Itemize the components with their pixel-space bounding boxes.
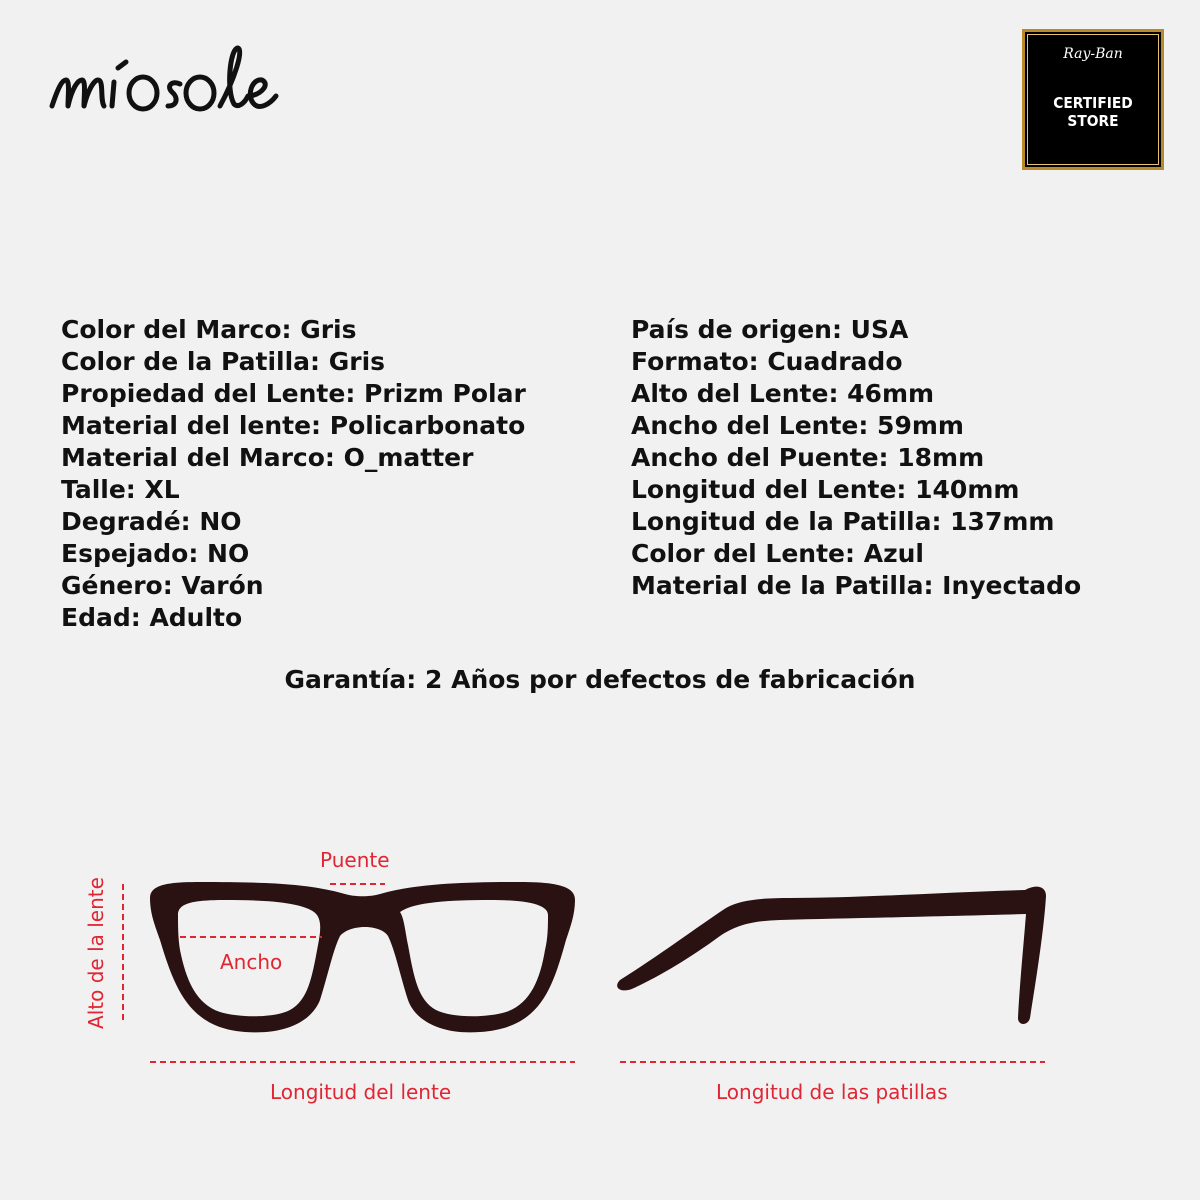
- spec-frame-color: Color del Marco: Gris: [61, 315, 357, 344]
- bridge-label: Puente: [320, 848, 390, 872]
- front-frame-icon: [150, 882, 575, 1032]
- specs-left-column: [61, 314, 526, 634]
- spec-bridge-width: Ancho del Puente: 18mm: [631, 443, 985, 472]
- spec-temple-material: Material de la Patilla: Inyectado: [631, 571, 1082, 600]
- spec-frame-material: Material del Marco: O_matter: [61, 443, 474, 472]
- spec-lens-material: Material del lente: Policarbonato: [61, 411, 526, 440]
- spec-gradient: Degradé: NO: [61, 507, 242, 536]
- spec-mirrored: Espejado: NO: [61, 539, 250, 568]
- lens-width-label: Ancho: [220, 950, 283, 974]
- warranty-text: Garantía: 2 Años por defectos de fabricación: [284, 665, 916, 694]
- ray-ban-certified-store-badge: [1022, 29, 1164, 170]
- spec-age: Edad: Adulto: [61, 603, 243, 632]
- badge-brand-script: Ray-Ban: [1063, 46, 1123, 62]
- spec-size: Talle: XL: [61, 475, 180, 504]
- spec-lens-property: Propiedad del Lente: Prizm Polar: [61, 379, 526, 408]
- spec-temple-color: Color de la Patilla: Gris: [61, 347, 386, 376]
- spec-lens-color: Color del Lente: Azul: [631, 539, 924, 568]
- side-temple-icon: [617, 887, 1046, 1024]
- badge-certified-text: CERTIFIED: [1053, 94, 1133, 112]
- lens-height-label: Alto de la lente: [84, 877, 108, 1029]
- spec-lens-length: Longitud del Lente: 140mm: [631, 475, 1020, 504]
- spec-country: País de origen: USA: [631, 315, 909, 344]
- badge-store-text: STORE: [1067, 112, 1119, 130]
- specs-right-column: [631, 314, 1081, 602]
- miosole-logo: [48, 30, 298, 120]
- spec-temple-length: Longitud de la Patilla: 137mm: [631, 507, 1055, 536]
- glasses-measurement-diagram: [0, 820, 1200, 1140]
- glasses-diagram-drawing: [0, 820, 1200, 1140]
- spec-lens-width: Ancho del Lente: 59mm: [631, 411, 964, 440]
- spec-format: Formato: Cuadrado: [631, 347, 903, 376]
- lens-length-label: Longitud del lente: [270, 1080, 452, 1104]
- miosole-logo-mark: [48, 30, 298, 120]
- temple-length-label: Longitud de las patillas: [716, 1080, 948, 1104]
- spec-lens-height: Alto del Lente: 46mm: [631, 379, 935, 408]
- spec-gender: Género: Varón: [61, 571, 264, 600]
